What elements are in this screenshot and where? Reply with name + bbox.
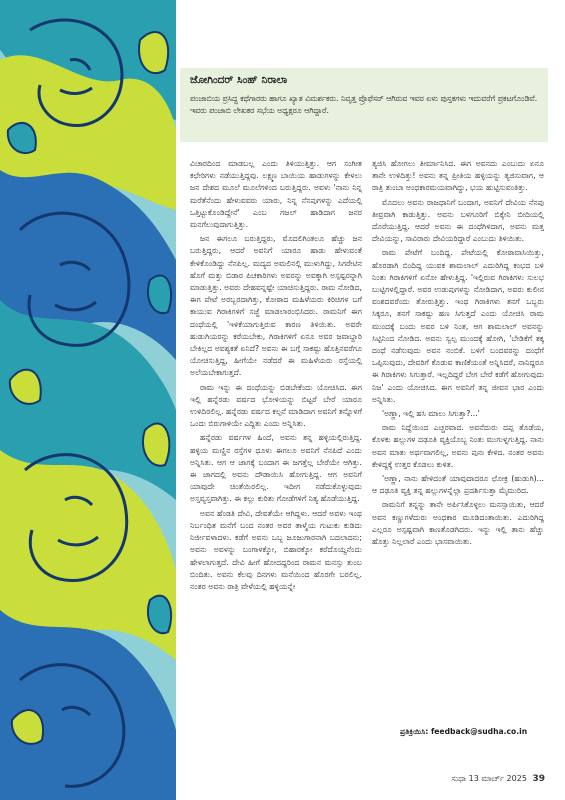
author-info-box [180,68,548,142]
issue-info: ಸುಧಾ 13 ಮಾರ್ಚ್ 2025 [451,774,527,783]
paragraph: 'ಅಣ್ಣಾ, ಇಲ್ಲಿ ಹಸಿ ಮಾಲು ಸಿಗುತ್ತಾ?...' [382,409,480,419]
paragraph: ರಾಮ ನಿದ್ದೆಯಿಂದ ಎಚ್ಚರವಾದ. ಅವನೆದುರು ದಪ್ಪ ತೊಡೆಯ, ಕೊಳಕು ಹಲ್ಲುಗಳ ದಢೂತಿ ವ್ಯಕ್ತಿಯೊಬ್ಬ ನಿಂತು ಮುಗುಳ್ನಗುತ್ತಿದ್ದ. ನಾನು ಅವನ ಮಾತು ಅರ್ಥವಾಗಲಿಲ್ಲ, ಅವನು ಪುನಃ ಕೇಳಿದ. ನಂತರ ಅವನು ಕೇಳಿದ್ದಕ್ಕೆ ಉತ್ತರ ಕೊಡಲು ಕುಳಿತ. [372,423,544,469]
article-body [190,158,545,758]
author-bio: ಪಂಜಾಬಿಯ ಪ್ರಸಿದ್ಧ ಕಥೆಗಾರರು ಹಾಗೂ ಖ್ಯಾತ ವಿಮರ್ಶಕರು. ನಿವೃತ್ತ ಪ್ರೊಫೆಸರ್ ಆಗಿರುವ ಇವರ ಏಳು ಪುಸ್ತಕಗಳು ಇದುವರೆಗೆ ಪ್ರಕಟಗೊಂಡಿವೆ. ಇವರು ಪಂಜಾಬಿ ಲೇಖಕರ ಸಭೆಯ ಅಧ್ಯಕ್ಷರೂ ಆಗಿದ್ದಾರೆ. [190,94,538,115]
paragraph: 'ಅಣ್ಣಾ, ನಾನು ಹೇಳಿದಂತೆ ಯಾವುದಾದರೂ ಛೋಕ್ರ (ಹುಡುಗಿ)... ಆ ದಢೂತಿ ವ್ಯಕ್ತಿ ತನ್ನ ಹಲ್ಲುಗಳನ್ನೆಲ್ಲಾ ಪ್ರದರ್ಶಿಸುತ್ತಾ ಮೈಮುರಿದ. [372,474,544,496]
paragraph: ಅವನ ಹೆಂಡತಿ ದೇವಿ, ದೇವತೆಯೇ ಆಗಿದ್ದಳು. ಆದರೆ ಅವಳು ಇಂಥ ನಿರ್ಬಂಧಿತ ಮನೆಗೆ ಬಂದ ನಂತರ ಅವರ ತಾಳ್ಮೆಯ ಗುಟುಕು ಕುಡಿದು ನಿರ್ಜೀವಳಾದಳು. ಕಡೆಗೆ ಅವನು ಒಬ್ಬ ಜೂಜುಗಾರನಾಗಿ ಬದಲಾದನು; ಅವನು ಅವಳನ್ನು ಬಂಗಾಳಕ್ಕೋ, ಬಿಹಾರಕ್ಕೋ ಕರೆದೊಯ್ದನೆಂದು ಹೇಳಲಾಗುತ್ತದೆ. ದೇವಿ ಹೀಗೆ ಹೋದದ್ದರಿಂದ ರಾಮನ ಮನಸ್ಸು ತುಂಬ ಬಿಂದಿತು. ಅವನು ಕೆಲವು ದಿನಗಳು ಮನೆಯಿಂದ ಹೊರಗೇ ಬರಲಿಲ್ಲ. ನಂತರ ಅವನು ರಾತ್ರಿ ವೇಳೆಯಲ್ಲಿ ಹಳ್ಳಿಯನ್ನೇ [190,508,362,591]
paragraph: ಮೊದಲು ಅವನು ರಾಜಧಾನಿಗೆ ಬಂದಾಗ, ಅವನಿಗೆ ದೇವಿಯ ನೆನಪು ತೀವ್ರವಾಗಿ ಕಾಡುತ್ತಿತ್ತು. ಅವನು ಬಳಗೂರಿಗೆ ಬಿಕ್ಕೇನಿ ಬೀದಿಯಲ್ಲಿ ದೊರೆಯುತ್ತಿದ್ದ. ಆದರೆ ಅವನು ಈ ದಂಧೆಗಿಳಿದಾಗ, ಅವನು ಮತ್ತ ದೇವಿಯನ್ನು, ಸಾವಿರಾರು ದೇವಿಯರಿದ್ದಾರೆ ಎಂಬುದು ತಿಳಿಯಿತು. [372,197,544,244]
paragraph: ತ್ಯಜಿಸಿ ಹೋಗಲು ತೀರ್ಮಾನಿಸಿದ. ಈಗ ಅವನದು ಎಂಬುದು ಏನೂ ತಾನೇ ಉಳಿದಿತ್ತು! ಅವನು ತನ್ನ ಪ್ರೀತಿಯ ಹಳ್ಳಿಯನ್ನು ತ್ಯಜಿಸುವಾಗ, ಆ ರಾತ್ರಿ ತುಂಬಾ ಅಂಧಕಾರಮಯವಾಗಿದ್ದು, ಭಯ ಹುಟ್ಟಿಸುವಂತಿತ್ತು. [372,159,544,193]
paragraph: ಹನ್ನೆರಡು ವರ್ಷಗಳ ಹಿಂದೆ, ಅವನು ತನ್ನ ಹಳ್ಳಿಯಲ್ಲಿರುತ್ತಿದ್ದ. ಹಳ್ಳಿಯ ಮಣ್ಣಿನ ರಸ್ತೆಗಳ ಧೂಳು ಈಗಲೂ ಅವನಿಗೆ ನೆನಪಿದೆ ಎಂದು ಅನ್ನಿಸಿತು. ಆಗ ಆ ಜಾಗಕ್ಕೆ ಬಂದಾಗ ಈ ಜಗತ್ತೆಲ್ಲ ಬೇರೆಯೇ ಆಗಿತ್ತು. ಈ ಜಾಗದಲ್ಲಿ ಅವನು ದೌಡಾಯಿಸಿ ಹೋಗುತ್ತಿದ್ದ. ಆಗ ಅವನಿಗೆ ಯಾವುದೇ ಚಿಂತೆಯಿರಲಿಲ್ಲ. ಇದೀಗ ನಡೆದುಕೊಳ್ಳುವುದು ಅಸ್ತವ್ಯಸ್ತವಾಗಿತ್ತು. ಈ ಕಲ್ಲು ಕುರಿತು ಗೋಡೆಗಳಿಗೆ ನಿತ್ಯ ಹೊಡೆಯುತ್ತಿದ್ದ. [190,433,362,504]
feedback-line: ಪ್ರತಿಕ್ರಿಯಿಸಿ: feedback@sudha.co.in [400,727,528,736]
page-footer [451,774,545,784]
paragraph: ರಾಮ ಇನ್ನು ಈ ದಂಧೆಯನ್ನು ಬಿಡಬೇಕೆಂದು ಯೋಚಿಸಿದ. ಈಗ ಇಲ್ಲಿ ಹನ್ನೆರಡು ವರ್ಷದ ಭೋಳಿಯನ್ನು ಬಿಟ್ಟರೆ ಬೇರೆ ಯಾರೂ ಉಳಿದಿರಲಿಲ್ಲ. ಹನ್ನೆರಡು ವರ್ಷದ ಕಲ್ಪನೆ ಮಾಡಿದಾಗ ಅವನಿಗೆ ತನ್ನೊಳಗೆ ಒಂದು ಬಿರುಗಾಳಿಯೇ ಎದ್ದಿತು ಎಂದು ಅನ್ನಿಸಿತು. [190,382,362,429]
article-column-left [190,158,362,758]
paragraph: ರಾಮನಿಗೆ ತನ್ನನ್ನು ತಾನೇ ಅರ್ಪಿಸಿಕೊಳ್ಳಲು ಮನಸ್ಸಾಯಿತು, ಆದರೆ ಅವನ ಕಣ್ಣುಗಳೆದುರು ಅಂಧಕಾರ ಮೂಡಿದಂತಾಯಿತು. ಎದುರಿಗಿದ್ದ ಎಲ್ಲರೂ ಅಸ್ಪಷ್ಟವಾಗಿ ಕಾಣತೊಡಗಿದರು. ಇನ್ನು ಇಲ್ಲಿ ತಾನು ಹೆಚ್ಚು ಹೊತ್ತು ನಿಲ್ಲಲಾರೆ ಎಂದು ಭಾಸವಾಯಿತು. [372,500,544,547]
paragraph: ರಾಮ ಪೇಟೆಗೆ ಬಂದಿದ್ದ. ಪೇಟೆಯಲ್ಲಿ ಕೋಠಾವಾಸಿಯಿತ್ತು, ಹೊರಡಾಗಿ ಬಿಂದಿದ್ದ ಯುವಕ ಶಾಮಲಾಲ್ ಎದುರಿಗಿದ್ದ ಕಂಭದ ಬಳಿ ನಿಂತು ಗಿರಾಕಿಗಳಿಗೆ ಏನೋ ಹೇಳುತ್ತಿದ್ದ. 'ಇಲ್ಲಿರುವ ಗಿರಾಕಿಗಳು ಸುಲಭ ಬುಟ್ಟಿಗಳಲ್ಲಿದ್ದಾರೆ. ಅವರ ಉಡುಪುಗಳನ್ನು ನೋಡಿದಾಗ, ಅವರು ಕುಲೀನ ವಂಶದವರೆಂದು ತೋರುತ್ತಿತ್ತು. ಇಂಥ ಗಿರಾಕಿಗಳು ತನಗೆ ಒಬ್ಬರು ಸಿಕ್ಕರೂ, ತನಗೆ ಸಾಕಷ್ಟು ಹಣ ಸಿಗುತ್ತದೆ ಎಂದು ಯೋಚಿಸಿ ರಾಮ ಮುಂದಕ್ಕೆ ಬಂದು ಅವರ ಬಳಿ ನಿಂತ, ಆಗ ಶಾಮಲಾಲ್ ಅವನನ್ನು ಸಿಟ್ಟಿನಿಂದ ನೋಡಿದ. ಅವನು ಸ್ವಲ್ಪ ಮುಂದಕ್ಕೆ ಹೋಗಿ, 'ಬೇಡಿಕೆಗೆ ತಕ್ಕ ದಂಧೆ ನಡೆಸುವುದು ಅವನ ನಂಬಿಕೆ. ಬಳಿಗೆ ಬಂದವರನ್ನು ದಂಧೆಗೆ ಒಪ್ಪಿಸುವುದು, ದೇವರಿಗೆ ಕೊಡುವ ಕಾಣಿಕೆಯಂತೆ ಅನ್ನಿಸಿದರೆ, ನಾನಿದ್ದರೂ ಈ ಗಿರಾಕಿಗಳು ಸಿಗುತ್ತಾರೆ. ಇಲ್ಲದಿದ್ದರೆ ಬೇಗ ಬೇರೆ ಕಡೆಗೆ ಹೋಗುವುದು ನಿಜ' ಎಂದು ಯೋಚಿಸಿದ. ಈಗ ಅವನಿಗೆ ತನ್ನ ಜೀವನ ಭಾರ ಎಂದು ಅನ್ನಿಸಿತು. [372,248,544,404]
article-column-right [372,158,544,758]
decorative-illustration [0,0,176,800]
paragraph: ಜನ ಈಗಲೂ ಬರುತ್ತಿದ್ದರು, ಮೊದಲಿಗಿಂತಲೂ ಹೆಚ್ಚು ಜನ ಬರುತ್ತಿದ್ದರು, ಆದರೆ ಅವನಿಗೆ ಯಾರೂ ಹಾಡು ಹೇಳುವಂತೆ ಕೇಳಿಕೊಂಡಿದ್ದು ನೆನಪಿಲ್ಲ. ಮದ್ಯದ ಅಮಲಿನಲ್ಲಿ ಮುಳುಗಿದ್ದು, ಸಿಗರೇಟಿನ ಹೊಗೆ ಮತ್ತು ಬಿಡಾರ ಪಿಚಕಾರಿಗಳು ಅವರನ್ನು ಅವಕ್ಕಾಗಿ ಅಸ್ಪಷ್ಟರನ್ನಾಗಿ ಮಾಡುತ್ತಿತ್ತು. ಅವರು ದೇಹವನ್ನಷ್ಟೇ ಯಾಚಿಸುತ್ತಿದ್ದರು. ರಾಮ ನೋಡಿದ, ಈಗ ಪೇಟೆ ಅರಬ್ಬರದಾಗಿತ್ತು, ಕೋಠಾದ ಮಹಿಳೆಯರು ಕಿರಿಚಿಗಳ ಬಗೆ ಕಾಯುವ ಗಿರಾಕಿಗಳಿಗೆ ಸಜ್ಜೆ ಮಾಡಲಾರಂಭಿಸಿದರು. ರಾಮನಿಗೆ ಈಗ ದಂಧೆಯಲ್ಲಿ 'ಇಳಿಕೆಯಾಗುತ್ತಿರುವ ಕಾರಣ ತಿಳಿಯಿತು. ಅವರೇ ಹುಡುಗಿಯರನ್ನು ಕರೆಯಬೇಕು, ಗಿರಾಕಿಗಳಿಗೆ ಏನೂ ಅವರ ಜವಾಬ್ದಾರಿ ಬೇಕಿಲ್ಲದ ಅವಶ್ಯಕತೆ ಏನಿದೆ? ಅವನು ಈ ಬಗ್ಗೆ ಸಾಕಷ್ಟು ಹೊತ್ತಿನವರೆಗೂ ಯೋಚಿಸುತ್ತಿದ್ದ, ಹೀಗೆಯೇ ನಡೆದರೆ ಈ ಮಹಿಳೆಯರು ರಸ್ತೆಯಲ್ಲಿ ಅಲೆಯಬೇಕಾಗುತ್ತದೆ. [190,234,362,378]
page-number: 39 [532,774,545,784]
faces-and-leaves-artwork [0,0,176,800]
author-name: ಜೋಗಿಂದರ್ ಸಿಂಹ್ ನಿರಾಲಾ [190,74,288,86]
paragraph: ವಿಚಾರದಿಂದ ಮಾಡಬಲ್ಲ ಎಂದು ತಿಳಿಯುತ್ತಿತ್ತು. ಆಗ ಸಂಗೀತ ಕಛೇರಿಗಳು ನಡೆಯುತ್ತಿದ್ದವು. ಲಕ್ಷ್ಮಣ ಬಾಯಿಯ ಹಾಡುಗಳನ್ನು ಕೇಳಲು ಜನ ದೇಶದ ಮೂಲೆ ಮೂಲೆಗಳಿಂದ ಬರುತ್ತಿದ್ದರು. ಅವಳು 'ನಾನು ನಿನ್ನ ಮರೆತೆನೆಂದು ಹೇಳುವವರು ಯಾರು, ನಿನ್ನ ನೆನಪುಗಳನ್ನು ಎದೆಯಲ್ಲಿ ಒತ್ತಿಟ್ಟುಕೊಂಡಿದ್ದೇನೆ' ಎಂಬ ಗಜಲ್ ಹಾಡಿದಾಗ ಜನರ ಮನಗೆಲುವುದಾಗುತ್ತಿತ್ತು. [190,159,362,230]
